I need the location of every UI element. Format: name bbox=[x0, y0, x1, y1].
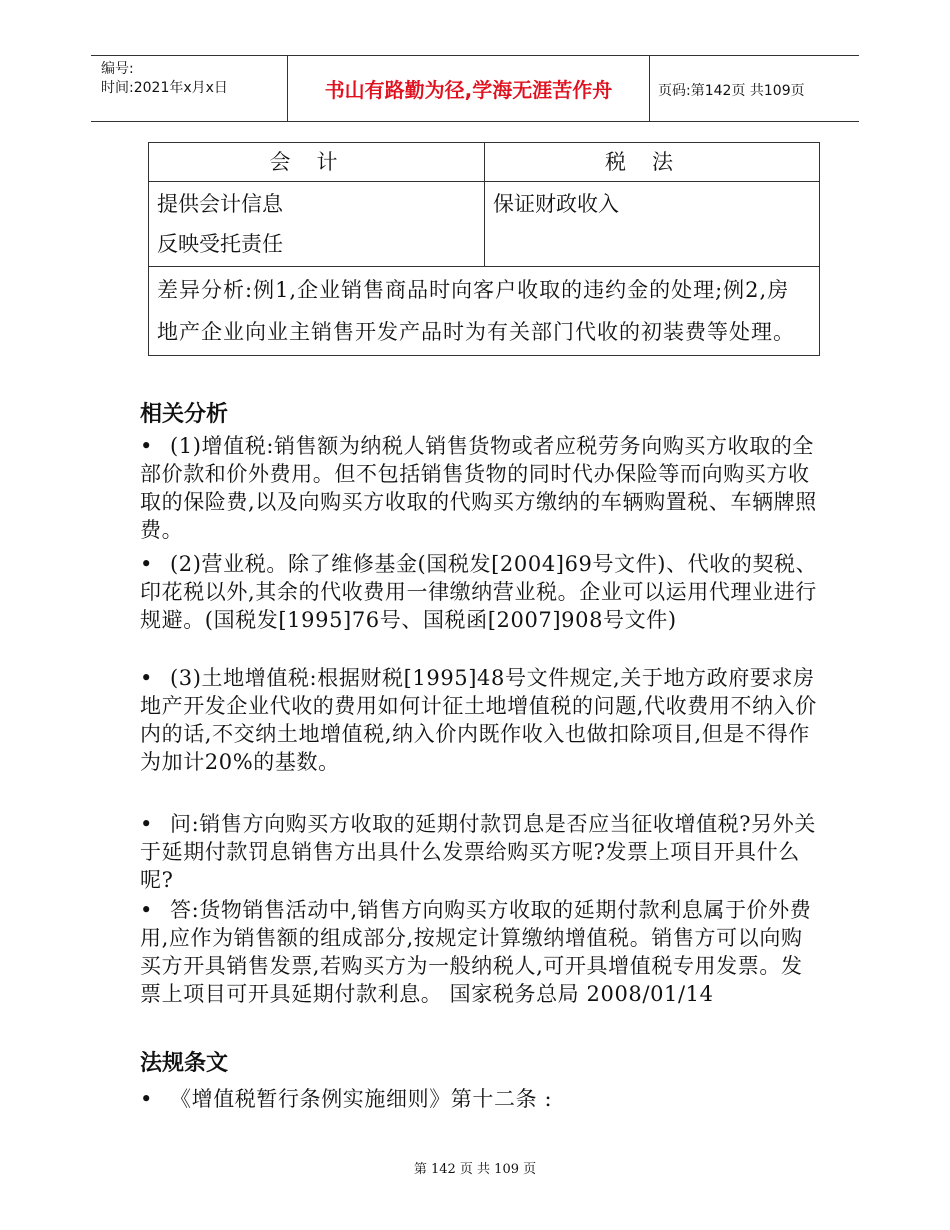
bullet-icon: • bbox=[140, 812, 153, 836]
law-article-item bbox=[140, 1085, 820, 1113]
business-tax-text: (2)营业税。除了维修基金(国税发[2004]69号文件)、代收的契税、印花税以外,其余的代收费用一律缴纳营业税。企业可以运用代理业进行规避。(国税发[1995]76号、国税函[2007]908号文件) bbox=[140, 552, 818, 632]
table-header-row bbox=[149, 143, 820, 182]
bullet-icon: • bbox=[140, 1087, 153, 1111]
difference-analysis: 差异分析:例1,企业销售商品时向客户收取的违约金的处理;例2,房地产企业向业主销售开发产品时为有关部门代收的初装费等处理。 bbox=[149, 267, 820, 356]
header-motto: 书山有路勤为径,学海无涯苦作舟 bbox=[324, 78, 613, 102]
business-tax-paragraph bbox=[140, 550, 820, 634]
accounting-vs-tax-table bbox=[148, 142, 820, 356]
bullet-icon: • bbox=[140, 666, 153, 690]
header-meta bbox=[101, 60, 228, 98]
table-header-tax-law: 税法 bbox=[485, 143, 820, 182]
bullet-icon: • bbox=[140, 898, 153, 922]
table-row bbox=[149, 182, 820, 267]
bullet-icon: • bbox=[140, 434, 153, 458]
land-vat-paragraph bbox=[140, 664, 820, 776]
header-page-info: 页码:第142页 共109页 bbox=[658, 83, 805, 99]
doc-time-label: 时间:2021年x月x日 bbox=[101, 80, 228, 96]
bullet-icon: • bbox=[140, 552, 153, 576]
related-analysis-heading: 相关分析 bbox=[140, 401, 229, 427]
accounting-purpose-1: 提供会计信息 bbox=[157, 192, 283, 216]
tax-law-purpose: 保证财政收入 bbox=[493, 192, 619, 216]
question-text: 问:销售方向购买方收取的延期付款罚息是否应当征收增值税?另外关于延期付款罚息销售方出具什么发票给购买方呢?发票上项目开具什么呢? bbox=[140, 812, 816, 892]
law-article-text: 《增值税暂行条例实施细则》第十二条 : bbox=[170, 1087, 553, 1111]
answer-paragraph bbox=[140, 896, 820, 1008]
answer-text: 答:货物销售活动中,销售方向购买方收取的延期付款利息属于价外费用,应作为销售额的组成部分,按规定计算缴纳增值税。销售方可以向购买方开具销售发票,若购买方为一般纳税人,可开具增值税专用发票。发票上项目可开具延期付款利息。 国家税务总局 2008/01/14 bbox=[140, 898, 812, 1006]
table-cell-accounting bbox=[149, 182, 485, 267]
table-cell-tax-law bbox=[485, 182, 820, 267]
table-header-accounting: 会计 bbox=[149, 143, 485, 182]
land-vat-text: (3)土地增值税:根据财税[1995]48号文件规定,关于地方政府要求房地产开发企业代收的费用如何计征土地增值税的问题,代收费用不纳入价内的话,不交纳土地增值税,纳入价内既作收入也做扣除项目,但是不得作为加计20%的基数。 bbox=[140, 666, 817, 774]
page-footer: 第 142 页 共 109 页 bbox=[413, 1162, 537, 1177]
law-articles-heading: 法规条文 bbox=[140, 1050, 229, 1076]
question-paragraph bbox=[140, 810, 820, 894]
vat-paragraph bbox=[140, 432, 820, 544]
vat-text: (1)增值税:销售额为纳税人销售货物或者应税劳务向购买方收取的全部价款和价外费用。但不包括销售货物的同时代办保险等而向购买方收取的保险费,以及向购买方收取的代购买方缴纳的车辆购置税、车辆牌照费。 bbox=[140, 434, 817, 542]
accounting-purpose-2: 反映受托责任 bbox=[157, 232, 283, 256]
header-bottom-rule bbox=[91, 121, 859, 122]
table-row bbox=[149, 267, 820, 356]
doc-number-label: 编号: bbox=[101, 61, 134, 77]
